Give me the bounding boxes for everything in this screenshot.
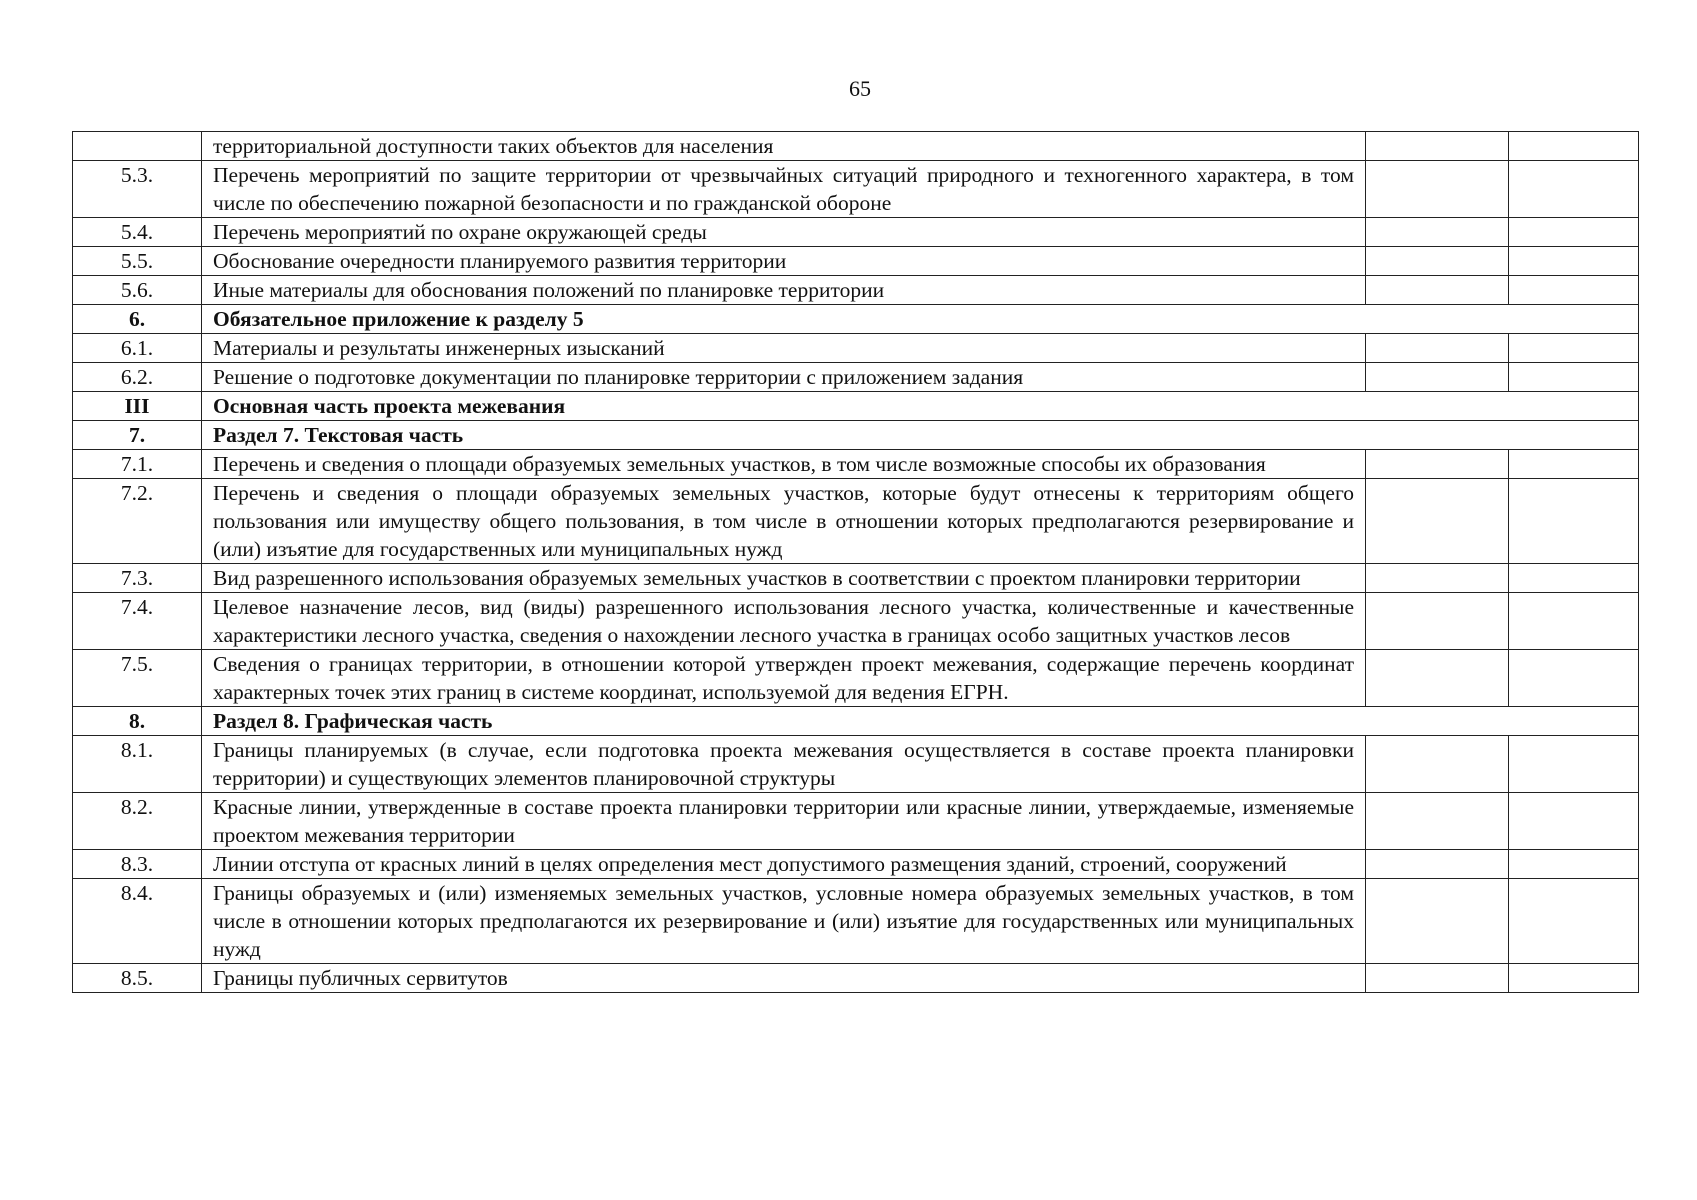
row-text: Красные линии, утвержденные в составе проекта планировки территории или красные линии, утверждаемые, изменяемые проектом межевания территории: [202, 793, 1366, 850]
empty-cell: [1509, 564, 1639, 593]
empty-cell: [1509, 132, 1639, 161]
section-row: [73, 305, 1639, 334]
row-text: Линии отступа от красных линий в целях определения мест допустимого размещения зданий, строений, сооружений: [202, 850, 1366, 879]
page-number: 65: [849, 76, 871, 101]
empty-cell: [1509, 736, 1639, 793]
row-text: Обязательное приложение к разделу 5: [202, 305, 1639, 334]
empty-cell: [1366, 593, 1509, 650]
table-row: [73, 247, 1639, 276]
empty-cell: [1366, 564, 1509, 593]
empty-cell: [1509, 363, 1639, 392]
empty-cell: [1509, 479, 1639, 564]
row-text: Сведения о границах территории, в отношении которой утвержден проект межевания, содержащие перечень координат характерных точек этих границ в системе координат, используемой для ведения ЕГРН.: [202, 650, 1366, 707]
row-number: 5.6.: [73, 276, 202, 305]
table-row: [73, 479, 1639, 564]
row-text: Целевое назначение лесов, вид (виды) разрешенного использования лесного участка, количественные и качественные характеристики лесного участка, сведения о нахождении лесного участка в границах особо защитных участков лесов: [202, 593, 1366, 650]
empty-cell: [1509, 247, 1639, 276]
table-row: [73, 161, 1639, 218]
table-row: [73, 736, 1639, 793]
empty-cell: [1509, 850, 1639, 879]
row-number: 8.1.: [73, 736, 202, 793]
empty-cell: [1366, 736, 1509, 793]
row-text: Границы образуемых и (или) изменяемых земельных участков, условные номера образуемых земельных участков, в том числе в отношении которых предполагаются их резервирование и (или) изъятие для государственных или муниципальных нужд: [202, 879, 1366, 964]
section-row: [73, 707, 1639, 736]
table-row: [73, 879, 1639, 964]
row-text: Границы публичных сервитутов: [202, 964, 1366, 993]
row-number: 6.1.: [73, 334, 202, 363]
row-text: Основная часть проекта межевания: [202, 392, 1639, 421]
row-number: 7.1.: [73, 450, 202, 479]
empty-cell: [1509, 964, 1639, 993]
row-number: 7.3.: [73, 564, 202, 593]
table-row: [73, 276, 1639, 305]
empty-cell: [1366, 218, 1509, 247]
empty-cell: [1366, 450, 1509, 479]
row-text: Перечень мероприятий по защите территории от чрезвычайных ситуаций природного и техногенного характера, в том числе по обеспечению пожарной безопасности и по гражданской обороне: [202, 161, 1366, 218]
row-number: 8.5.: [73, 964, 202, 993]
empty-cell: [1509, 218, 1639, 247]
row-number: 5.3.: [73, 161, 202, 218]
row-number: 6.2.: [73, 363, 202, 392]
empty-cell: [1366, 879, 1509, 964]
row-number: 7.4.: [73, 593, 202, 650]
empty-cell: [1366, 964, 1509, 993]
empty-cell: [1366, 479, 1509, 564]
row-number: III: [73, 392, 202, 421]
section-row: [73, 392, 1639, 421]
empty-cell: [1366, 132, 1509, 161]
table-row: [73, 650, 1639, 707]
table-row: [73, 593, 1639, 650]
table-row: [73, 450, 1639, 479]
table-row: [73, 218, 1639, 247]
row-text: Раздел 8. Графическая часть: [202, 707, 1639, 736]
empty-cell: [1509, 650, 1639, 707]
row-text: Обоснование очередности планируемого развития территории: [202, 247, 1366, 276]
section-row: [73, 421, 1639, 450]
table-row: [73, 850, 1639, 879]
table-row: [73, 793, 1639, 850]
row-text: Перечень и сведения о площади образуемых земельных участков, которые будут отнесены к территориям общего пользования или имуществу общего пользования, в том числе в отношении которых предполагаются резервирование и (или) изъятие для государственных или муниципальных нужд: [202, 479, 1366, 564]
empty-cell: [1509, 334, 1639, 363]
table-row: [73, 564, 1639, 593]
empty-cell: [1509, 593, 1639, 650]
empty-cell: [1366, 850, 1509, 879]
empty-cell: [1366, 650, 1509, 707]
row-number: [73, 132, 202, 161]
table-row: [73, 132, 1639, 161]
row-number: 8.: [73, 707, 202, 736]
row-number: 6.: [73, 305, 202, 334]
row-number: 7.: [73, 421, 202, 450]
empty-cell: [1366, 334, 1509, 363]
row-text: Перечень и сведения о площади образуемых земельных участков, в том числе возможные способы их образования: [202, 450, 1366, 479]
empty-cell: [1509, 793, 1639, 850]
empty-cell: [1509, 879, 1639, 964]
row-number: 8.4.: [73, 879, 202, 964]
row-number: 7.2.: [73, 479, 202, 564]
row-text: территориальной доступности таких объектов для населения: [202, 132, 1366, 161]
row-text: Решение о подготовке документации по планировке территории с приложением задания: [202, 363, 1366, 392]
row-number: 8.2.: [73, 793, 202, 850]
row-text: Перечень мероприятий по охране окружающей среды: [202, 218, 1366, 247]
table-row: [73, 964, 1639, 993]
empty-cell: [1366, 363, 1509, 392]
row-number: 5.5.: [73, 247, 202, 276]
empty-cell: [1366, 276, 1509, 305]
row-text: Раздел 7. Текстовая часть: [202, 421, 1639, 450]
empty-cell: [1366, 161, 1509, 218]
row-text: Вид разрешенного использования образуемых земельных участков в соответствии с проектом планировки территории: [202, 564, 1366, 593]
table-row: [73, 334, 1639, 363]
row-text: Иные материалы для обоснования положений по планировке территории: [202, 276, 1366, 305]
empty-cell: [1509, 276, 1639, 305]
row-number: 7.5.: [73, 650, 202, 707]
requirements-table: [72, 131, 1639, 993]
row-text: Материалы и результаты инженерных изысканий: [202, 334, 1366, 363]
empty-cell: [1509, 161, 1639, 218]
row-number: 8.3.: [73, 850, 202, 879]
table-body: [73, 132, 1639, 993]
empty-cell: [1509, 450, 1639, 479]
row-number: 5.4.: [73, 218, 202, 247]
table-row: [73, 363, 1639, 392]
empty-cell: [1366, 793, 1509, 850]
row-text: Границы планируемых (в случае, если подготовка проекта межевания осуществляется в составе проекта планировки территории) и существующих элементов планировочной структуры: [202, 736, 1366, 793]
empty-cell: [1366, 247, 1509, 276]
